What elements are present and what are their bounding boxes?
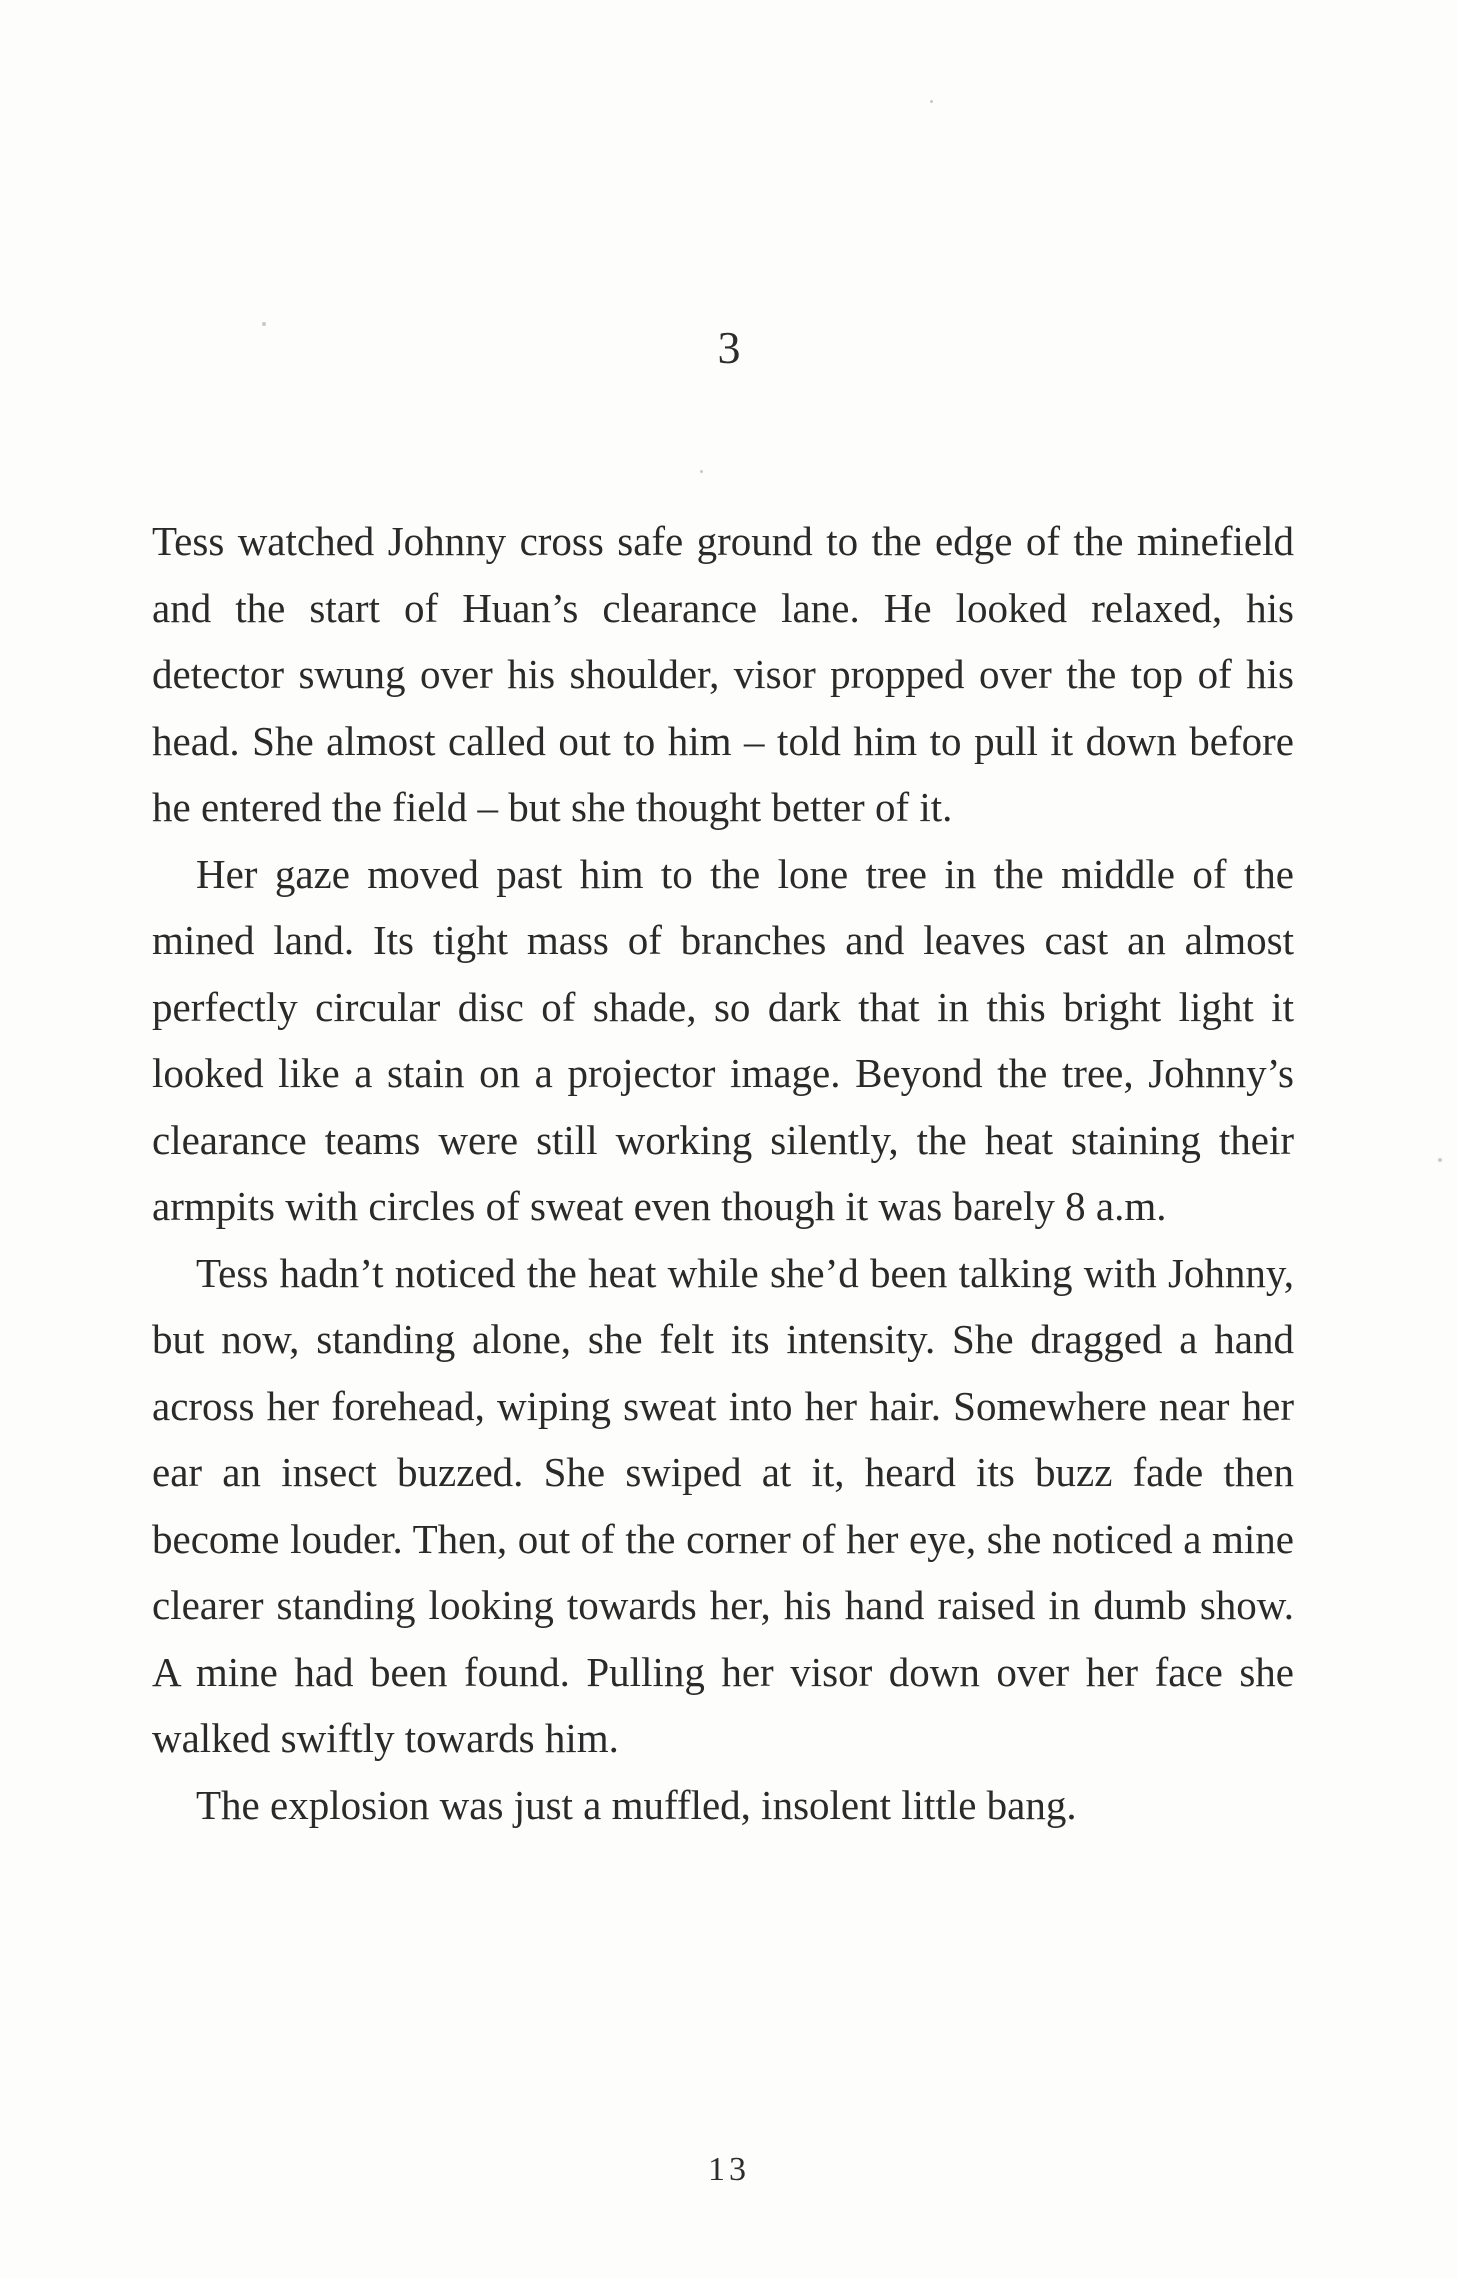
paper-speck <box>1438 1158 1442 1162</box>
paragraph: Tess watched Johnny cross safe ground to the edge of the minefield and the start of Huan’s clearance lane. He looked relaxed, his detector swung over his shoulder, visor propped over the top of his head. She almost called out to him – told him to pull it down before he entered the field – but she thought better of it. <box>152 518 1294 830</box>
paragraph: The explosion was just a muffled, insolent little bang. <box>196 1781 1077 1828</box>
chapter-number: 3 <box>717 322 741 373</box>
paragraph: Tess hadn’t noticed the heat while she’d been talking with Johnny, but now, standing alone, she felt its intensity. She dragged a hand across her forehead, wiping sweat into her hair. Somewhere near her ear an insect buzzed. She swiped at it, heard its buzz fade then become louder. Then, out of the corner of her eye, she noticed a mine clearer standing looking towards her, his hand raised in dumb show. A mine had been found. Pulling her visor down over her face she walked swiftly towards him. <box>152 1249 1294 1761</box>
chapter-body <box>152 508 1294 1838</box>
paragraph: Her gaze moved past him to the lone tree in the middle of the mined land. Its tight mass of branches and leaves cast an almost perfectly circular disc of shade, so dark that in this bright light it looked like a stain on a projector image. Beyond the tree, Johnny’s clearance teams were still working silently, the heat staining their armpits with circles of sweat even though it was barely 8 a.m. <box>152 850 1294 1229</box>
paper-speck <box>700 470 703 473</box>
paper-speck <box>930 100 933 103</box>
page-number: 13 <box>708 2151 750 2188</box>
